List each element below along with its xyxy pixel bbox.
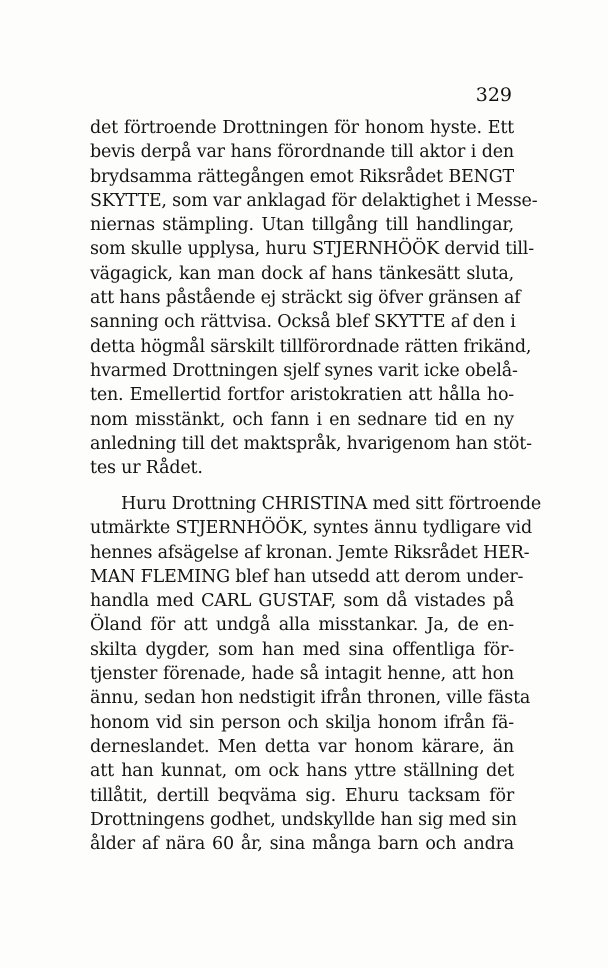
text-line: Öland för att undgå alla misstankar. Ja, de en- bbox=[90, 615, 514, 636]
text-line: derneslandet. Men detta var honom kärare, än bbox=[90, 736, 514, 757]
text-line: Drottningens godhet, undskyllde han sig med sin bbox=[90, 809, 517, 830]
text-line: som skulle upplysa, huru STJERNHÖÖK dervid till- bbox=[90, 239, 534, 260]
text-line: det förtroende Drottningen för honom hyste. Ett bbox=[90, 118, 514, 138]
text-line: tillåtit, dertill beqväma sig. Ehuru tacksam för bbox=[90, 785, 514, 806]
page-number: 329 bbox=[475, 84, 512, 106]
text-line: ännu, sedan hon nedstigit ifrån thronen, ville fästa bbox=[90, 688, 531, 709]
text-line: detta högmål särskilt tillförordnade rätten frikänd, bbox=[90, 336, 532, 357]
text-line: brydsamma rättegången emot Riksrådet BENGT bbox=[90, 166, 514, 187]
text-line: niernas stämpling. Utan tillgång till handlingar, bbox=[90, 215, 514, 236]
text-line: vägagick, kan man dock af hans tänkesätt sluta, bbox=[90, 263, 514, 284]
text-line: sanning och rättvisa. Också blef SKYTTE af den i bbox=[90, 312, 516, 333]
text-line: hvarmed Drottningen sjelf synes varit icke obelå- bbox=[90, 360, 518, 381]
text-line: nom misstänkt, och fann i en sednare tid en ny bbox=[90, 409, 514, 430]
text-line: bevis derpå var hans förordnande till aktor i den bbox=[90, 142, 514, 163]
text-line: honom vid sin person och skilja honom ifrån fä- bbox=[90, 712, 514, 733]
text-line: handla med CARL GUSTAF, som då vistades på bbox=[90, 591, 514, 612]
text-line: tes ur Rådet. bbox=[90, 458, 203, 479]
paragraph-2 bbox=[90, 492, 542, 856]
text-line: utmärkte STJERNHÖÖK, syntes ännu tydligare vid bbox=[90, 518, 532, 539]
text-line: ten. Emellertid fortfor aristokratien att hålla ho- bbox=[90, 385, 514, 406]
text-line: ålder af nära 60 år, sina många barn och andra bbox=[90, 834, 514, 855]
text-line: skilta dygder, som han med sina offentliga för- bbox=[90, 639, 514, 660]
text-line: MAN FLEMING blef han utsedd att derom under- bbox=[90, 566, 524, 587]
text-line: anledning till det maktspråk, hvarigenom han stöt- bbox=[90, 433, 532, 454]
paragraph-1 bbox=[90, 116, 538, 480]
text-line: att hans påstående ej sträckt sig öfver gränsen af bbox=[90, 288, 521, 309]
text-line: att han kunnat, om ock hans yttre ställning det bbox=[90, 761, 514, 782]
text-line: tjenster förenade, hade så intagit henne, att hon bbox=[90, 664, 514, 685]
text-line: SKYTTE, som var anklagad för delaktighet i Messe- bbox=[90, 190, 538, 211]
text-line: Huru Drottning CHRISTINA med sitt förtroende bbox=[121, 494, 542, 514]
text-line: hennes afsägelse af kronan. Jemte Riksrådet HER- bbox=[90, 542, 530, 563]
